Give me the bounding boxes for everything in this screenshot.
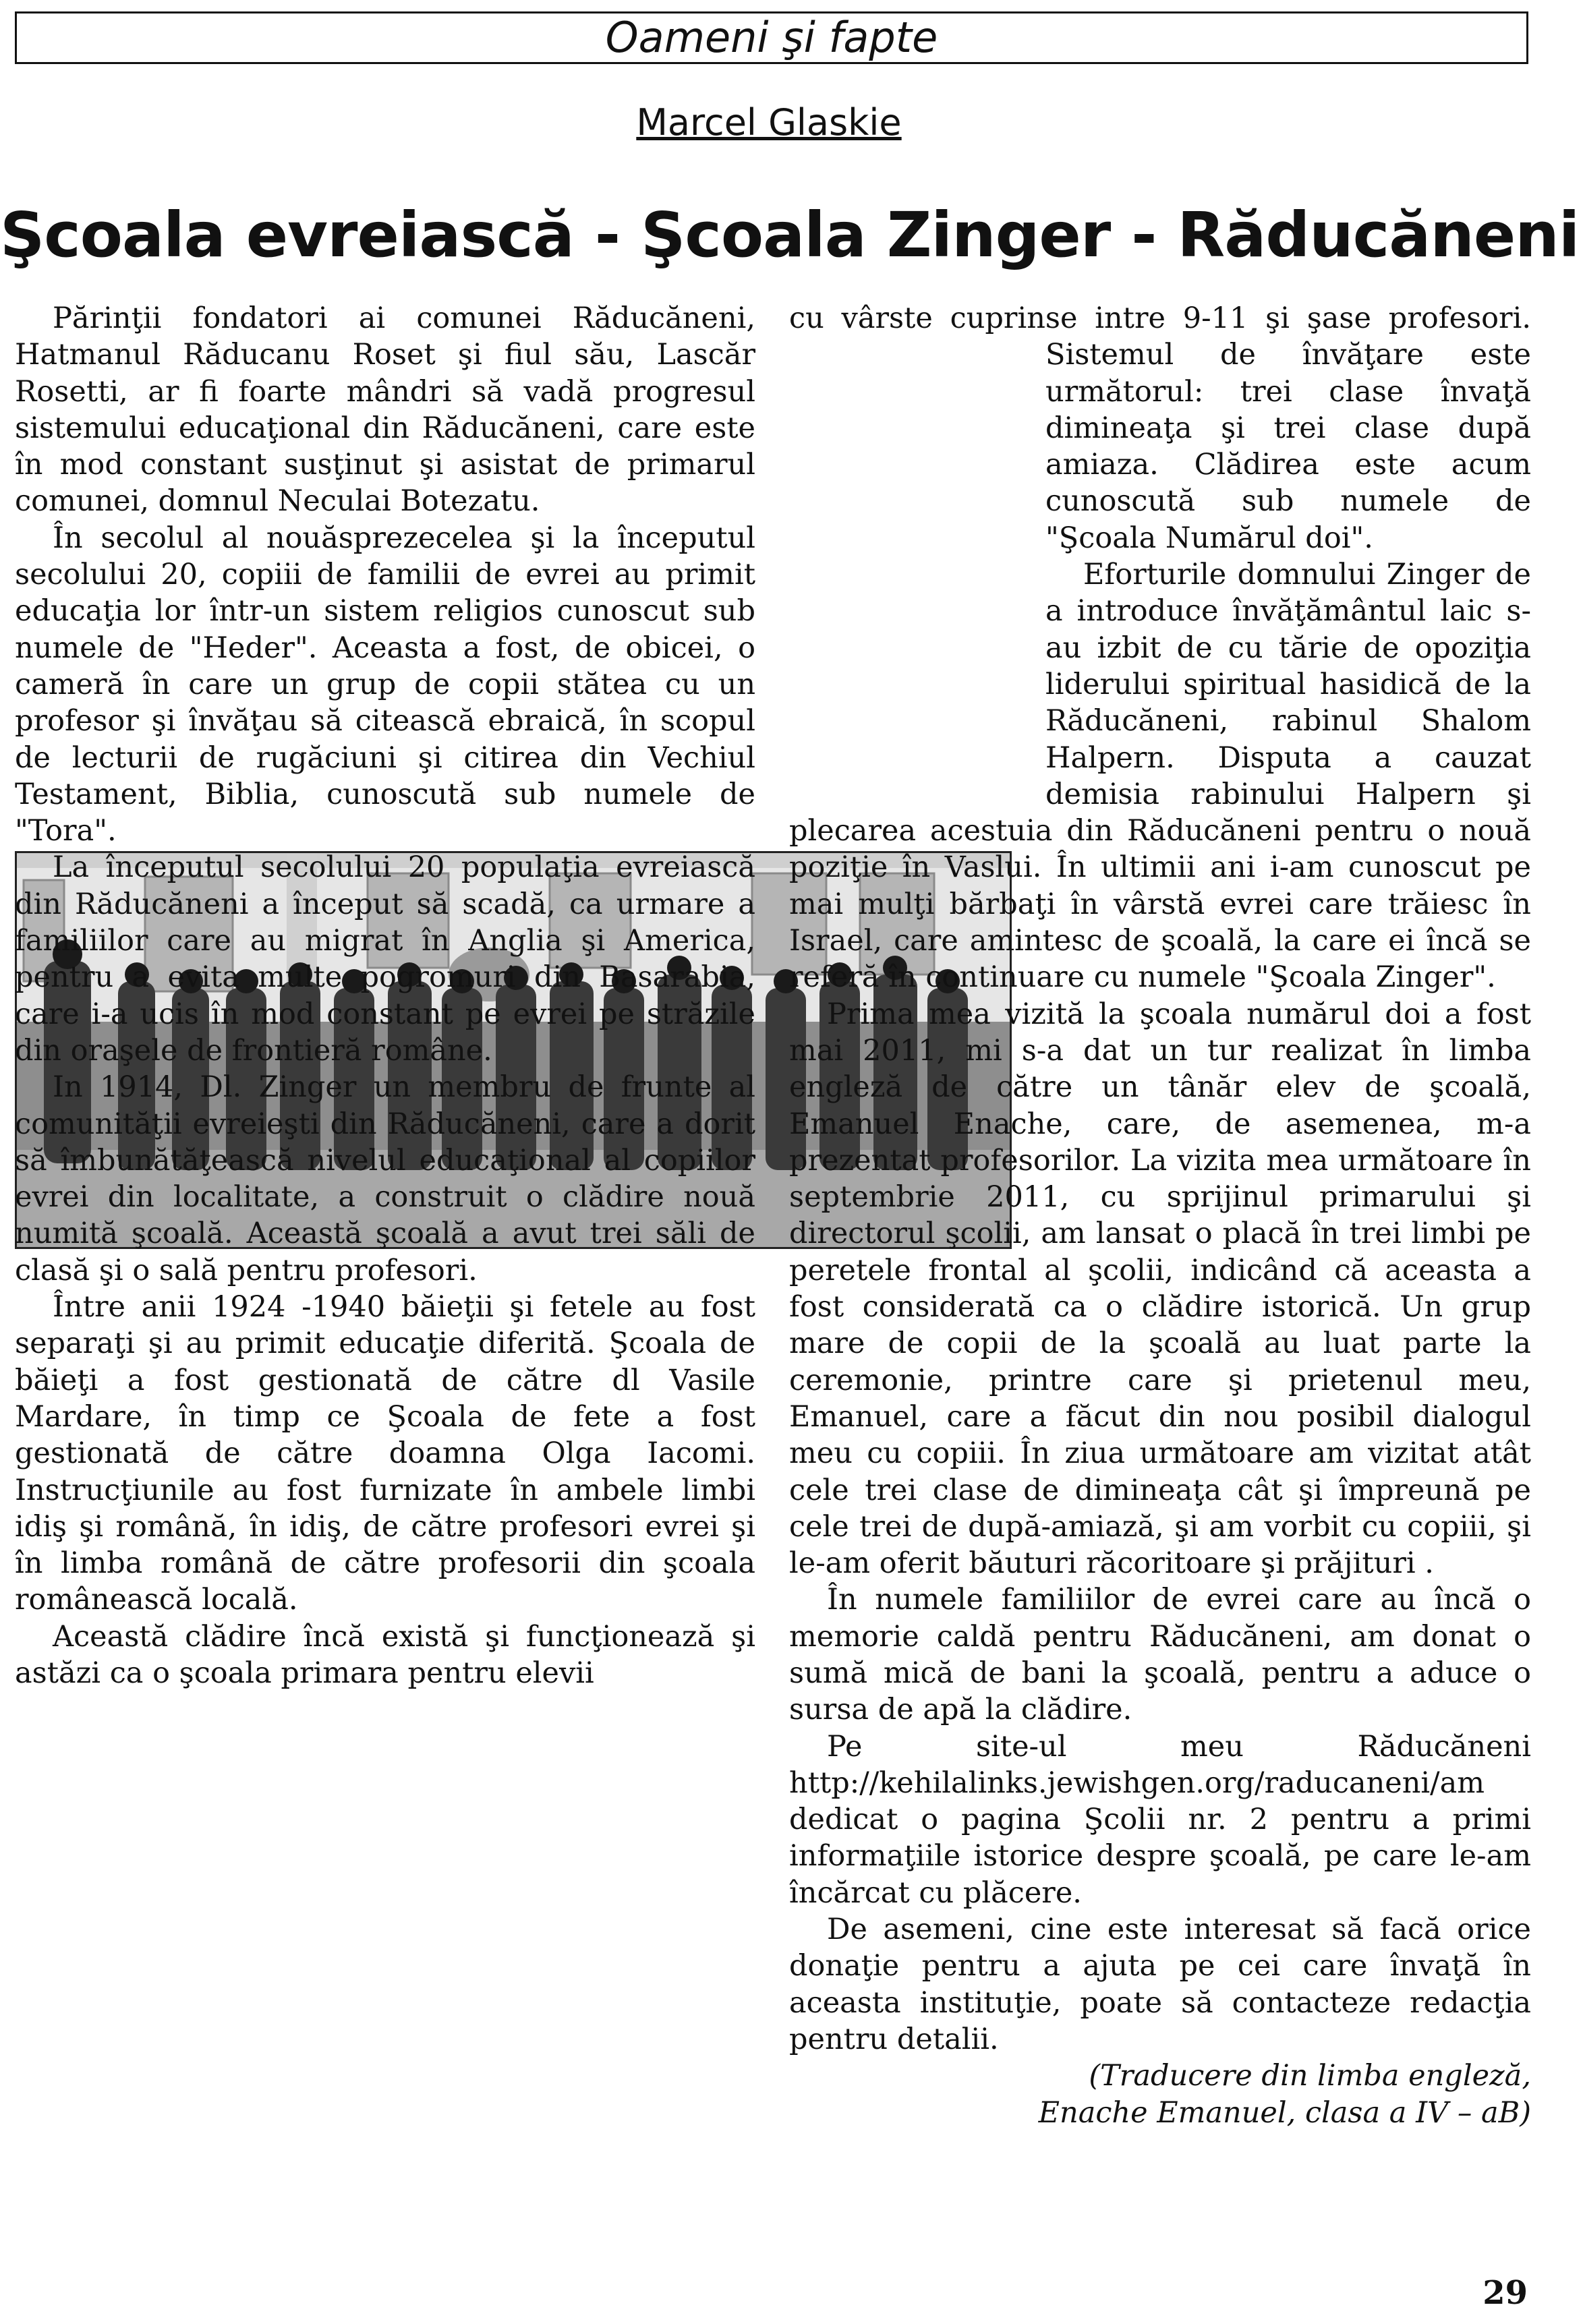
paragraph: Între anii 1924 -1940 băieţii şi fetele au fost separaţi şi au primit educaţie diferită. Şcoala de băieţi a fost gestionată de către dl Vasile Mardare, în timp ce Şcoala de fete a fost gestionată de către doamna Olga Iacomi. Instrucţiunile au fost furnizate în ambele limbi idiş şi română, în idiş, de către profesori evrei şi în limba română de către profesorii din şcoala românească locală. bbox=[15, 1290, 755, 1617]
paragraph: Prima mea vizită la şcoala numărul doi a fost mai 2011, mi s-a dat un tur realizat în limba engleză de către un tânăr elev de şcoală, Emanuel Enache, care, de asemenea, m-a prezentat profesorilor. La vizita mea următoare în septembrie 2011, cu sprijinul primarului şi directorul şcolii, am lansat o placă în trei limbi pe peretele frontal al şcolii, indicând că aceasta a fost considerată ca o clădire istorică. Un grup mare de copii de la şcoală au luat parte la ceremonie, printre care şi prietenul meu, Emanuel, care a făcut din nou posibil dialogul meu cu copiii. În ziua următoare am vizitat atât cele trei clase de dimineaţa cât şi împreună pe cele trei de după-amiază, şi am vorbit cu copiii, şi le-am oferit băuturi răcoritoare şi prăjituri . bbox=[789, 997, 1531, 1581]
author-name: Marcel Glaskie bbox=[636, 101, 902, 144]
paragraph: La începutul secolului 20 populaţia evreiască din Răducăneni a început să scadă, ca urmare a familiilor care au migrat în Anglia şi America, pentru a evita multe pogromuri din Basarabia, care i-a ucis în mod constant pe evrei pe străzile din oraşele de frontieră române. bbox=[15, 850, 755, 1068]
paragraph bbox=[15, 520, 755, 850]
paragraph: cu vârste cuprinse intre 9-11 şi şase profesori. Sistemul de învăţare este următorul: trei clase învaţă dimineaţa şi trei clase după amiaza. Clădirea este acum cunoscută sub numele de "Şcoala Numărul doi". bbox=[789, 301, 1531, 555]
paragraph-text: În secolul al nouăsprezecelea şi la începutul secolului 20, copiii de familii de evrei au primit educaţia lor într-un sistem religios cunoscut sub numele de "Heder". Aceasta a fost, de obicei, o cameră în care un grup de copii stătea cu un profesor şi învăţau să citească ebraică, în scopul de lecturii de rugăciuni şi citirea din Vechiul Testament, Biblia, cunoscută sub numele de "Tora". bbox=[15, 521, 756, 848]
paragraph: In 1914, Dl. Zinger un membru de frunte al comunităţii evreieşti din Răducăneni, care a dorit să îmbunătăţească nivelul educaţional al copiilor evrei din localitate, a construit o clădire nouă numită şcoală. Această şcoală a avut trei săli de clasă şi o sală pentru profesori. bbox=[15, 1070, 755, 1287]
section-header-text: Oameni şi fapte bbox=[605, 13, 938, 62]
paragraph: Pe site-ul meu Răducăneni http://kehilalinks.jewishgen.org/raducaneni/am dedicat o pagina Şcolii nr. 2 pentru a primi informaţiile istorice despre şcoală, pe care le-am încărcat cu plăcere. bbox=[789, 1729, 1531, 1910]
page-number: 29 bbox=[1483, 2274, 1528, 2312]
paragraph: Această clădire încă există şi funcţionează şi astăzi ca o şcoala primara pentru elevii bbox=[15, 1619, 755, 1690]
translation-note-line1: (Traducere din limba engleză, bbox=[1089, 2059, 1531, 2093]
article-title: Şcoala evreiască - Şcoala Zinger - Răducăneni bbox=[0, 199, 1580, 271]
paragraph: În numele familiilor de evrei care au încă o memorie caldă pentru Răducăneni, am donat o sumă mică de bani la şcoală, pentru a aduce o sursa de apă la clădire. bbox=[789, 1583, 1531, 1727]
translation-note bbox=[789, 2058, 1531, 2131]
paragraph: De asemeni, cine este interesat să facă orice donaţie pentru a ajuta pe cei care învaţă în aceasta instituţie, poate să contacteze redacţia pentru detalii. bbox=[789, 1913, 1531, 2056]
section-header bbox=[15, 11, 1528, 64]
translation-note-line2: Enache Emanuel, clasa a IV – aB) bbox=[1038, 2095, 1531, 2130]
paragraph: Părinţii fondatori ai comunei Răducăneni, Hatmanul Răducanu Roset şi fiul său, Lascăr Rosetti, ar fi foarte mândri să vadă progresul sistemului educaţional din Răducăneni, care este în mod constant susţinut şi asistat de primarul comunei, domnul Neculai Botezatu. bbox=[15, 301, 755, 519]
paragraph: Eforturile domnului Zinger de a introduce învăţământul laic s-au izbit de cu tărie de opoziţia liderului spiritual hasidică de la Răducăneni, rabinul Shalom Halpern. Disputa a cauzat demisia rabinului Halpern şi plecarea acestuia din Răducăneni pentru o nouă poziţie în Vaslui. În ultimii ani i-am cunoscut pe mai mulţi bărbaţi în vârstă evrei care trăiesc în Israel, care amintesc de şcoală, la care ei încă se referă în continuare cu numele "Şcoala Zinger". bbox=[789, 558, 1531, 995]
right-column bbox=[789, 300, 1531, 2131]
left-column bbox=[15, 300, 755, 2323]
